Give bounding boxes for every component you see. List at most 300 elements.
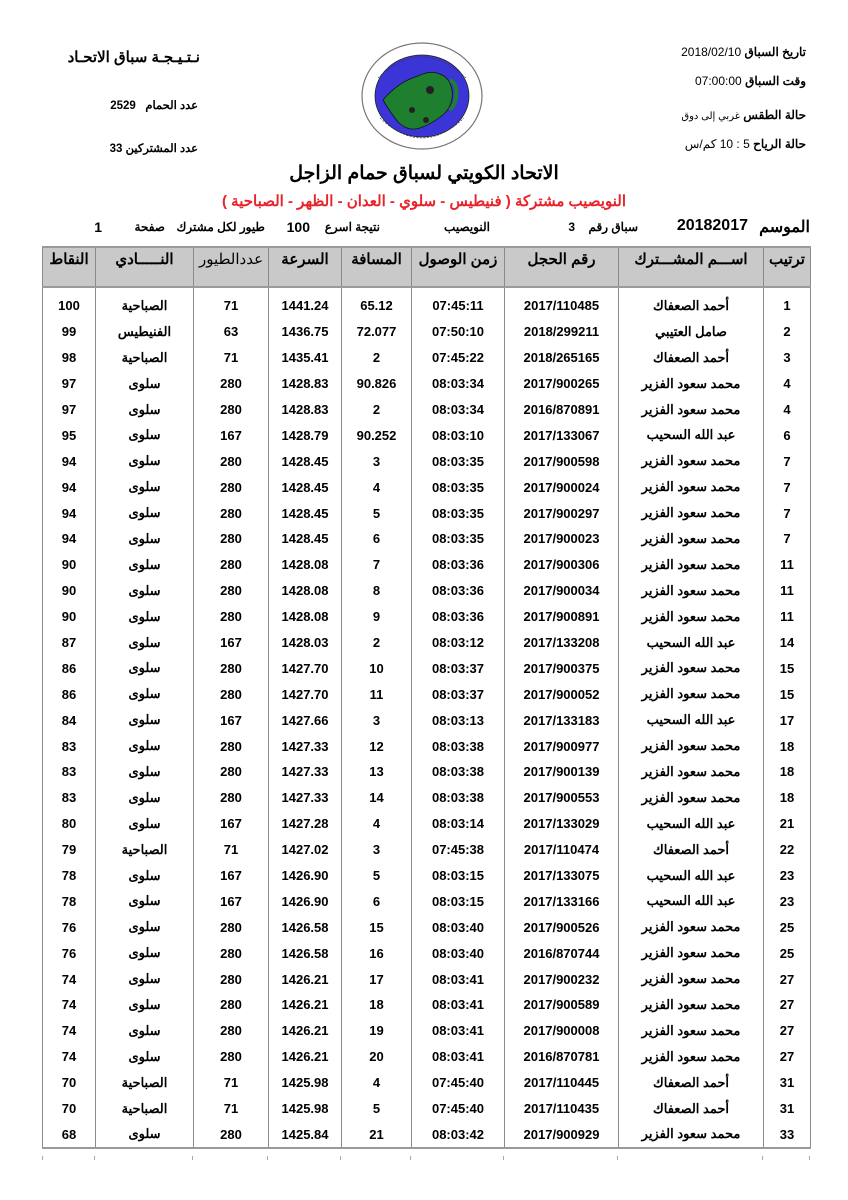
speed-cell: 1428.45	[269, 448, 342, 474]
table-row	[43, 552, 811, 578]
club-cell: الصباحية	[96, 293, 194, 319]
birds-count-cell: 280	[194, 500, 269, 526]
rank-cell: 21	[764, 811, 811, 837]
pigeon-count	[110, 98, 198, 112]
fastest-count: 100	[286, 219, 310, 235]
table-row	[43, 992, 811, 1018]
rank-cell: 27	[764, 1018, 811, 1044]
birds-count-cell: 280	[194, 604, 269, 630]
points-cell: 94	[43, 500, 96, 526]
club-cell: سلوى	[96, 422, 194, 448]
ring-number-cell: 2017/900589	[505, 992, 619, 1018]
club-cell: سلوى	[96, 655, 194, 681]
rank-cell: 27	[764, 1044, 811, 1070]
birds-count-cell: 280	[194, 759, 269, 785]
table-row	[43, 1044, 811, 1070]
points-cell: 74	[43, 1044, 96, 1070]
points-cell: 100	[43, 293, 96, 319]
points-cell: 94	[43, 474, 96, 500]
tick-mark	[94, 1156, 95, 1160]
ring-number-cell: 2017/900008	[505, 1018, 619, 1044]
table-row	[43, 681, 811, 707]
rank-cell: 4	[764, 397, 811, 423]
participant-name-cell: محمد سعود الفزير	[619, 1044, 764, 1070]
ring-number-cell: 2017/133183	[505, 707, 619, 733]
points-cell: 78	[43, 888, 96, 914]
club-cell: الفنيطيس	[96, 319, 194, 345]
ring-number-cell: 2016/870781	[505, 1044, 619, 1070]
tick-mark	[503, 1156, 504, 1160]
ring-number-cell: 2017/900526	[505, 914, 619, 940]
participant-name-cell: عبد الله السحيب	[619, 707, 764, 733]
speed-cell: 1427.70	[269, 681, 342, 707]
birds-count-cell: 280	[194, 474, 269, 500]
participants-count	[110, 141, 198, 155]
season-label: الموسم	[759, 219, 810, 236]
birds-count-cell: 71	[194, 345, 269, 371]
rank-cell: 7	[764, 448, 811, 474]
federation-logo	[358, 40, 486, 152]
birds-count-cell: 167	[194, 811, 269, 837]
tick-mark	[809, 1156, 810, 1160]
distance-cell: 6	[342, 526, 412, 552]
distance-cell: 12	[342, 733, 412, 759]
table-row	[43, 1096, 811, 1122]
participant-name-cell: محمد سعود الفزير	[619, 655, 764, 681]
header-name: اســـم المشـــترك	[619, 247, 764, 287]
distance-cell: 2	[342, 345, 412, 371]
rank-cell: 17	[764, 707, 811, 733]
participant-name-cell: عبد الله السحيب	[619, 422, 764, 448]
table-row	[43, 1122, 811, 1149]
ring-number-cell: 2017/900306	[505, 552, 619, 578]
table-row	[43, 888, 811, 914]
arrival-time-cell: 08:03:35	[412, 448, 505, 474]
speed-cell: 1427.66	[269, 707, 342, 733]
birds-count-cell: 71	[194, 293, 269, 319]
club-cell: سلوى	[96, 1122, 194, 1149]
distance-cell: 5	[342, 863, 412, 889]
speed-cell: 1435.41	[269, 345, 342, 371]
rank-cell: 18	[764, 733, 811, 759]
rank-cell: 27	[764, 992, 811, 1018]
ring-number-cell: 2017/900553	[505, 785, 619, 811]
results-body	[43, 287, 811, 1148]
table-row	[43, 500, 811, 526]
birds-count-cell: 167	[194, 863, 269, 889]
participant-name-cell: أحمد الصعفاك	[619, 293, 764, 319]
speed-cell: 1425.98	[269, 1070, 342, 1096]
club-cell: سلوى	[96, 888, 194, 914]
ring-number-cell: 2017/900891	[505, 604, 619, 630]
rank-cell: 22	[764, 837, 811, 863]
rank-cell: 15	[764, 655, 811, 681]
rank-cell: 15	[764, 681, 811, 707]
ring-number-cell: 2017/133067	[505, 422, 619, 448]
points-cell: 83	[43, 733, 96, 759]
rank-cell: 14	[764, 630, 811, 656]
participant-name-cell: محمد سعود الفزير	[619, 914, 764, 940]
speed-cell: 1426.21	[269, 966, 342, 992]
distance-cell: 17	[342, 966, 412, 992]
table-row	[43, 863, 811, 889]
ring-number-cell: 2017/900232	[505, 966, 619, 992]
participant-name-cell: محمد سعود الفزير	[619, 992, 764, 1018]
ring-number-cell: 2017/900139	[505, 759, 619, 785]
fastest-label: نتيجة اسرع	[324, 220, 380, 234]
speed-cell: 1425.98	[269, 1096, 342, 1122]
wind-label: حالة الرياح	[753, 137, 806, 151]
distance-cell: 5	[342, 1096, 412, 1122]
speed-cell: 1427.33	[269, 733, 342, 759]
speed-cell: 1428.45	[269, 526, 342, 552]
points-cell: 76	[43, 914, 96, 940]
header-rank: ترتيب	[764, 247, 811, 287]
arrival-time-cell: 08:03:35	[412, 474, 505, 500]
tick-mark	[762, 1156, 763, 1160]
participant-name-cell: أحمد الصعفاك	[619, 837, 764, 863]
arrival-time-cell: 08:03:36	[412, 552, 505, 578]
rank-cell: 11	[764, 552, 811, 578]
table-row	[43, 811, 811, 837]
race-time	[695, 74, 806, 88]
header-distance: المسافة	[342, 247, 412, 287]
race-time-label: وقت السباق	[745, 74, 806, 88]
table-row	[43, 966, 811, 992]
table-row	[43, 940, 811, 966]
distance-cell: 14	[342, 785, 412, 811]
distance-cell: 90.252	[342, 422, 412, 448]
arrival-time-cell: 08:03:40	[412, 940, 505, 966]
arrival-time-cell: 08:03:41	[412, 966, 505, 992]
header-club: النـــــادي	[96, 247, 194, 287]
arrival-time-cell: 08:03:10	[412, 422, 505, 448]
tick-mark	[340, 1156, 341, 1160]
participant-name-cell: صامل العتيبي	[619, 319, 764, 345]
points-cell: 78	[43, 863, 96, 889]
rank-cell: 11	[764, 578, 811, 604]
table-row	[43, 397, 811, 423]
speed-cell: 1428.08	[269, 604, 342, 630]
pigeon-count-label: عدد الحمام	[145, 100, 198, 112]
ring-number-cell: 2017/900024	[505, 474, 619, 500]
birds-count-cell: 280	[194, 940, 269, 966]
speed-cell: 1428.45	[269, 500, 342, 526]
tick-mark	[267, 1156, 268, 1160]
club-cell: سلوى	[96, 578, 194, 604]
club-cell: سلوى	[96, 371, 194, 397]
table-row	[43, 448, 811, 474]
points-cell: 70	[43, 1070, 96, 1096]
ring-number-cell: 2018/299211	[505, 319, 619, 345]
ring-number-cell: 2017/110435	[505, 1096, 619, 1122]
points-cell: 86	[43, 681, 96, 707]
club-cell: الصباحية	[96, 837, 194, 863]
participants-value: 33	[109, 143, 123, 155]
ring-number-cell: 2017/110474	[505, 837, 619, 863]
club-cell: الصباحية	[96, 1070, 194, 1096]
arrival-time-cell: 08:03:41	[412, 1018, 505, 1044]
rank-cell: 27	[764, 966, 811, 992]
ring-number-cell: 2017/900034	[505, 578, 619, 604]
table-row	[43, 1018, 811, 1044]
header-birds: عددالطيور	[194, 247, 269, 287]
speed-cell: 1426.90	[269, 888, 342, 914]
ring-number-cell: 2017/133166	[505, 888, 619, 914]
distance-cell: 3	[342, 707, 412, 733]
ring-number-cell: 2017/110445	[505, 1070, 619, 1096]
distance-cell: 19	[342, 1018, 412, 1044]
points-cell: 90	[43, 578, 96, 604]
race-time-value: 07:00:00	[695, 74, 742, 88]
birds-count-cell: 280	[194, 397, 269, 423]
arrival-time-cell: 08:03:15	[412, 888, 505, 914]
page-label: صفحة	[134, 220, 165, 234]
points-cell: 83	[43, 785, 96, 811]
speed-cell: 1428.83	[269, 371, 342, 397]
arrival-time-cell: 07:50:10	[412, 319, 505, 345]
distance-cell: 21	[342, 1122, 412, 1149]
rank-cell: 7	[764, 500, 811, 526]
distance-cell: 13	[342, 759, 412, 785]
ring-number-cell: 2016/870744	[505, 940, 619, 966]
distance-cell: 10	[342, 655, 412, 681]
speed-cell: 1436.75	[269, 319, 342, 345]
per-participant-label: طيور لكل مشترك	[176, 220, 265, 234]
distance-cell: 18	[342, 992, 412, 1018]
club-cell: سلوى	[96, 785, 194, 811]
distance-cell: 3	[342, 837, 412, 863]
race-date	[681, 45, 806, 59]
arrival-time-cell: 08:03:41	[412, 992, 505, 1018]
speed-cell: 1426.90	[269, 863, 342, 889]
tick-mark	[617, 1156, 618, 1160]
distance-cell: 5	[342, 500, 412, 526]
ring-number-cell: 2017/900375	[505, 655, 619, 681]
table-row	[43, 526, 811, 552]
club-cell: سلوى	[96, 474, 194, 500]
arrival-time-cell: 08:03:35	[412, 526, 505, 552]
club-cell: سلوى	[96, 448, 194, 474]
birds-count-cell: 280	[194, 681, 269, 707]
ring-number-cell: 2018/265165	[505, 345, 619, 371]
birds-count-cell: 280	[194, 785, 269, 811]
rank-cell: 2	[764, 319, 811, 345]
birds-count-cell: 280	[194, 966, 269, 992]
participant-name-cell: محمد سعود الفزير	[619, 371, 764, 397]
tick-mark	[42, 1156, 43, 1160]
birds-count-cell: 167	[194, 707, 269, 733]
speed-cell: 1427.33	[269, 759, 342, 785]
ring-number-cell: 2017/133208	[505, 630, 619, 656]
arrival-time-cell: 08:03:42	[412, 1122, 505, 1149]
points-cell: 95	[43, 422, 96, 448]
subtitle: النويصيب مشتركة ( فنيطيس - سلوي - العدان - الظهر - الصباحية )	[222, 193, 626, 210]
table-row	[43, 630, 811, 656]
participant-name-cell: عبد الله السحيب	[619, 888, 764, 914]
club-cell: سلوى	[96, 992, 194, 1018]
participant-name-cell: محمد سعود الفزير	[619, 578, 764, 604]
speed-cell: 1428.03	[269, 630, 342, 656]
arrival-time-cell: 07:45:38	[412, 837, 505, 863]
logo-icon	[358, 40, 486, 152]
speed-cell: 1426.21	[269, 992, 342, 1018]
birds-count-cell: 167	[194, 630, 269, 656]
points-cell: 94	[43, 526, 96, 552]
birds-count-cell: 71	[194, 837, 269, 863]
distance-cell: 8	[342, 578, 412, 604]
rank-cell: 23	[764, 863, 811, 889]
participant-name-cell: محمد سعود الفزير	[619, 681, 764, 707]
column-tick-marks	[42, 1156, 810, 1162]
rank-cell: 25	[764, 940, 811, 966]
points-cell: 68	[43, 1122, 96, 1149]
table-row	[43, 422, 811, 448]
participant-name-cell: أحمد الصعفاك	[619, 345, 764, 371]
participant-name-cell: محمد سعود الفزير	[619, 448, 764, 474]
arrival-time-cell: 08:03:38	[412, 733, 505, 759]
arrival-time-cell: 07:45:40	[412, 1096, 505, 1122]
club-cell: سلوى	[96, 397, 194, 423]
arrival-time-cell: 08:03:37	[412, 681, 505, 707]
ring-number-cell: 2017/900929	[505, 1122, 619, 1149]
rank-cell: 1	[764, 293, 811, 319]
participant-name-cell: محمد سعود الفزير	[619, 785, 764, 811]
rank-cell: 31	[764, 1096, 811, 1122]
participant-name-cell: محمد سعود الفزير	[619, 759, 764, 785]
birds-count-cell: 280	[194, 371, 269, 397]
speed-cell: 1426.58	[269, 940, 342, 966]
birds-count-cell: 280	[194, 448, 269, 474]
points-cell: 70	[43, 1096, 96, 1122]
table-row	[43, 759, 811, 785]
club-cell: سلوى	[96, 914, 194, 940]
header-arrival: زمن الوصول	[412, 247, 505, 287]
points-cell: 74	[43, 992, 96, 1018]
arrival-time-cell: 08:03:37	[412, 655, 505, 681]
birds-count-cell: 280	[194, 733, 269, 759]
distance-cell: 16	[342, 940, 412, 966]
distance-cell: 20	[342, 1044, 412, 1070]
speed-cell: 1427.02	[269, 837, 342, 863]
ring-number-cell: 2017/900052	[505, 681, 619, 707]
participant-name-cell: محمد سعود الفزير	[619, 733, 764, 759]
arrival-time-cell: 07:45:22	[412, 345, 505, 371]
points-cell: 99	[43, 319, 96, 345]
distance-cell: 72.077	[342, 319, 412, 345]
points-cell: 98	[43, 345, 96, 371]
club-cell: سلوى	[96, 733, 194, 759]
participant-name-cell: محمد سعود الفزير	[619, 500, 764, 526]
rank-cell: 6	[764, 422, 811, 448]
speed-cell: 1427.33	[269, 785, 342, 811]
table-row	[43, 785, 811, 811]
club-cell: سلوى	[96, 707, 194, 733]
participant-name-cell: محمد سعود الفزير	[619, 1018, 764, 1044]
speed-cell: 1427.70	[269, 655, 342, 681]
participants-label: عدد المشتركين	[125, 143, 198, 155]
club-cell: سلوى	[96, 604, 194, 630]
ring-number-cell: 2017/110485	[505, 293, 619, 319]
participant-name-cell: محمد سعود الفزير	[619, 552, 764, 578]
arrival-time-cell: 08:03:14	[412, 811, 505, 837]
tick-mark	[192, 1156, 193, 1160]
race-date-value: 2018/02/10	[681, 45, 742, 59]
birds-count-cell: 280	[194, 655, 269, 681]
rank-cell: 23	[764, 888, 811, 914]
birds-count-cell: 167	[194, 422, 269, 448]
speed-cell: 1426.58	[269, 914, 342, 940]
club-cell: سلوى	[96, 526, 194, 552]
points-cell: 74	[43, 966, 96, 992]
participant-name-cell: عبد الله السحيب	[619, 863, 764, 889]
distance-cell: 4	[342, 811, 412, 837]
distance-cell: 2	[342, 630, 412, 656]
club-cell: سلوى	[96, 811, 194, 837]
speed-cell: 1428.79	[269, 422, 342, 448]
points-cell: 90	[43, 604, 96, 630]
rank-cell: 7	[764, 474, 811, 500]
report-title-left: نـتـيـجـة سباق الاتحـاد	[67, 49, 200, 66]
points-cell: 74	[43, 1018, 96, 1044]
table-row	[43, 707, 811, 733]
arrival-time-cell: 07:45:40	[412, 1070, 505, 1096]
ring-number-cell: 2017/133029	[505, 811, 619, 837]
participant-name-cell: محمد سعود الفزير	[619, 1122, 764, 1149]
points-cell: 80	[43, 811, 96, 837]
speed-cell: 1426.21	[269, 1044, 342, 1070]
arrival-time-cell: 08:03:38	[412, 759, 505, 785]
participant-name-cell: محمد سعود الفزير	[619, 526, 764, 552]
distance-cell: 15	[342, 914, 412, 940]
birds-count-cell: 280	[194, 1044, 269, 1070]
ring-number-cell: 2017/900977	[505, 733, 619, 759]
weather	[681, 108, 806, 122]
distance-cell: 3	[342, 448, 412, 474]
speed-cell: 1426.21	[269, 1018, 342, 1044]
speed-cell: 1428.83	[269, 397, 342, 423]
ring-number-cell: 2017/133075	[505, 863, 619, 889]
distance-cell: 90.826	[342, 371, 412, 397]
rank-cell: 7	[764, 526, 811, 552]
rank-cell: 3	[764, 345, 811, 371]
arrival-time-cell: 07:45:11	[412, 293, 505, 319]
arrival-time-cell: 08:03:34	[412, 371, 505, 397]
table-row	[43, 474, 811, 500]
header-speed: السرعة	[269, 247, 342, 287]
header-ring: رقم الحجل	[505, 247, 619, 287]
club-cell: سلوى	[96, 966, 194, 992]
race-no-value: 3	[568, 220, 575, 234]
points-cell: 86	[43, 655, 96, 681]
club-cell: الصباحية	[96, 1096, 194, 1122]
club-cell: سلوى	[96, 630, 194, 656]
birds-count-cell: 280	[194, 578, 269, 604]
rank-cell: 18	[764, 759, 811, 785]
arrival-time-cell: 08:03:34	[412, 397, 505, 423]
birds-count-cell: 280	[194, 1018, 269, 1044]
main-title: الاتحاد الكويتي لسباق حمام الزاجل	[289, 163, 559, 184]
speed-cell: 1441.24	[269, 293, 342, 319]
points-cell: 84	[43, 707, 96, 733]
participant-name-cell: أحمد الصعفاك	[619, 1096, 764, 1122]
arrival-time-cell: 08:03:41	[412, 1044, 505, 1070]
table-row	[43, 655, 811, 681]
birds-count-cell: 167	[194, 888, 269, 914]
club-cell: سلوى	[96, 500, 194, 526]
distance-cell: 4	[342, 1070, 412, 1096]
tick-mark	[410, 1156, 411, 1160]
